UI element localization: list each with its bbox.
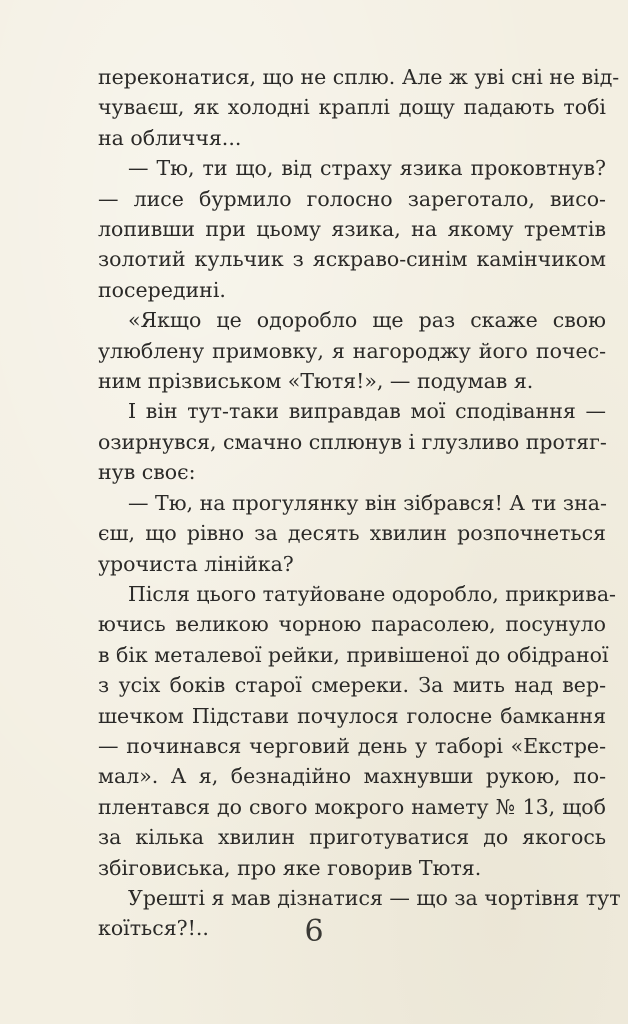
text-line: — лисе бурмило голосно зареготало, висо-: [98, 186, 606, 211]
text-line: нув своє:: [98, 460, 196, 485]
text-line: — Тю, ти що, від страху язика проковтнув?: [128, 156, 606, 181]
text-line: за кілька хвилин приготуватися до якогось: [98, 825, 606, 850]
text-line: чуваєш, як холодні краплі дощу падають тобі: [98, 95, 606, 120]
text-line: єш, що рівно за десять хвилин розпочнеться: [98, 521, 606, 546]
text-line: в бік металевої рейки, привішеної до обідраної: [98, 642, 609, 667]
text-line: ним прізвиськом «Тютя!», — подумав я.: [98, 369, 534, 394]
text-line: — починався черговий день у таборі «Екстре-: [98, 733, 606, 758]
text-line: ючись великою чорною парасолею, посунуло: [98, 612, 606, 637]
text-line: Після цього татуйоване одоробло, прикрива-: [128, 581, 616, 606]
text-line: урочиста лінійка?: [98, 551, 294, 576]
text-line: мал». А я, безнадійно махнувши рукою, по-: [98, 764, 606, 789]
page-number: 6: [304, 914, 324, 949]
text-line: коїться?!..: [98, 916, 209, 941]
text-line: збіговиська, про яке говорив Тютя.: [98, 855, 482, 880]
text-line: золотий кульчик з яскраво-синім камінчиком: [98, 247, 606, 272]
text-line: переконатися, що не сплю. Але ж уві сні не від-: [98, 65, 620, 89]
text-line: шечком Підстави почулося голосне бамкання: [98, 703, 606, 728]
text-line: посередині.: [98, 277, 226, 302]
text-line: плентався до свого мокрого намету № 13, щоб: [98, 794, 606, 819]
text-line: Урешті я мав дізнатися — що за чортівня тут: [128, 885, 621, 910]
text-line: з усіх боків старої смереки. За мить над вер-: [98, 673, 606, 698]
text-line: на обличчя...: [98, 125, 242, 150]
text-line: — Тю, на прогулянку він зібрався! А ти зна-: [128, 490, 607, 515]
text-line: «Якщо це одоробло ще раз скаже свою: [128, 308, 606, 333]
text-line: озирнувся, смачно сплюнув і глузливо протяг-: [98, 429, 607, 454]
body-text: [98, 62, 621, 944]
text-line: улюблену примовку, я нагороджу його почес-: [98, 338, 606, 363]
text-line: І він тут-таки виправдав мої сподівання —: [128, 399, 606, 424]
text-line: лопивши при цьому язика, на якому тремтів: [98, 217, 606, 242]
